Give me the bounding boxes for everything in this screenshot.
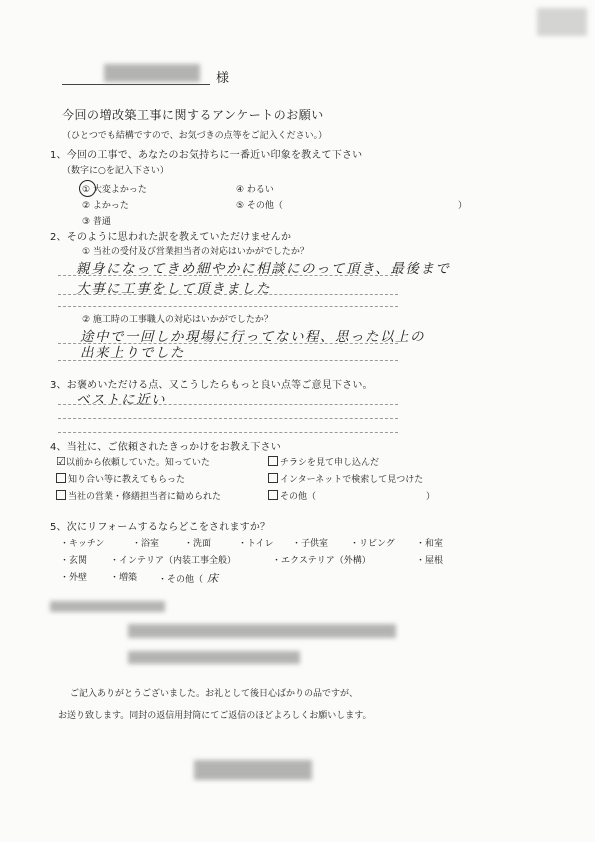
q2-answer2-line2: 出来上りでした <box>80 345 185 361</box>
q1-option-2[interactable]: ② よかった <box>82 201 129 211</box>
q4-option-2[interactable]: 知り合い等に教えてもらった <box>56 472 185 485</box>
checkbox-icon <box>268 456 278 466</box>
q5-item-bath[interactable]: ・浴室 <box>132 539 160 549</box>
q1-option-4[interactable]: ④ わるい <box>236 185 274 195</box>
q5-item-exterior[interactable]: ・エクステリア（外構） <box>272 556 371 566</box>
q1-option-5-close: ） <box>458 201 468 211</box>
q1-question: 1、今回の工事で、あなたのお気持ちに一番近い印象を教えて下さい <box>50 150 363 161</box>
q5-item-living[interactable]: ・リビング <box>350 539 395 549</box>
q4-option-5[interactable]: インターネットで検索して見つけた <box>268 472 423 485</box>
q5-item-japanese-room[interactable]: ・和室 <box>416 539 444 549</box>
q4-option-1[interactable]: ☑以前から依頼していた。知っていた <box>56 455 210 468</box>
q3-answer: ベストに近い <box>76 392 166 408</box>
q1-option-3[interactable]: ③ 普通 <box>82 217 111 227</box>
answer-line <box>58 418 398 419</box>
q5-item-outer-wall[interactable]: ・外壁 <box>60 573 88 583</box>
checkbox-icon <box>268 490 278 500</box>
q5-item-kids-room[interactable]: ・子供室 <box>292 539 329 549</box>
honorific: 様 <box>216 71 230 86</box>
q5-question: 5、次にリフォームするならどこをされますか？ <box>50 522 271 533</box>
selected-circle-mark <box>79 180 96 197</box>
q5-item-toilet[interactable]: ・トイレ <box>238 539 274 549</box>
checkbox-icon <box>56 473 66 483</box>
q2-question: 2、そのように思われた訳を教えていただけませんか <box>50 232 292 243</box>
q3-question: 3、お褒めいただける点、又こうしたらもっと良い点等ご意見下さい。 <box>50 380 373 391</box>
q2-sub1: ① 当社の受付及び営業担当者の対応はいかがでしたか？ <box>82 247 309 257</box>
q2-answer2-line1: 途中で一回しか現場に行ってない程、思った以上の <box>80 329 425 345</box>
q4-option-3[interactable]: 当社の営業・修繕担当者に勧められた <box>56 489 221 502</box>
page-title: 今回の増改築工事に関するアンケートのお願い <box>62 108 324 122</box>
footer-line1: ご記入ありがとうございました。お礼として後日心ばかりの品ですが、 <box>70 689 359 699</box>
q2-answer1-line2: 大事に工事をして頂きました <box>76 281 271 297</box>
checked-box-icon: ☑ <box>56 455 66 468</box>
q1-option-1[interactable]: ① 大変よかった <box>82 182 147 195</box>
redacted-heading <box>50 601 165 612</box>
answer-line <box>58 432 398 433</box>
title-note: （ひとつでも結構ですので、お気づきの点等をご記入ください。） <box>62 131 328 141</box>
q5-item-entrance[interactable]: ・玄関 <box>60 556 88 566</box>
checkbox-icon <box>268 473 278 483</box>
q5-item-extension[interactable]: ・増築 <box>110 573 138 583</box>
redacted-address-line2 <box>128 651 300 664</box>
redacted-date <box>194 760 312 780</box>
checkbox-icon <box>56 490 66 500</box>
answer-line <box>58 360 398 361</box>
q4-option-6-close: ） <box>426 492 436 502</box>
q5-item-other[interactable]: ・その他（ 床 <box>158 572 220 585</box>
footer-line2: お送り致します。同封の返信用封筒にてご返信のほどよろしくお願いします。 <box>58 711 372 721</box>
redacted-address-line1 <box>128 624 396 638</box>
redacted-corner-mark <box>537 8 587 36</box>
q5-item-kitchen[interactable]: ・キッチン <box>60 539 105 549</box>
q1-instruction: （数字に○を記入下さい） <box>62 166 169 176</box>
q4-option-6[interactable]: その他（ <box>268 489 316 502</box>
q4-option-4[interactable]: チラシを見て申し込んだ <box>268 455 379 468</box>
q5-item-interior[interactable]: ・インテリア（内装工事全般） <box>110 556 237 566</box>
q1-option-5[interactable]: ⑤ その他（ <box>236 201 283 211</box>
answer-line <box>58 275 398 276</box>
answer-line <box>58 294 398 295</box>
answer-line <box>58 306 398 307</box>
q2-answer1-line1: 親身になってきめ細やかに相談にのって頂き、最後まで <box>76 261 451 277</box>
name-underline <box>62 84 210 85</box>
q5-item-roof[interactable]: ・屋根 <box>416 556 444 566</box>
answer-line <box>58 404 398 405</box>
redacted-name <box>104 64 200 82</box>
q5-item-washroom[interactable]: ・洗面 <box>184 539 212 549</box>
q5-other-answer: 床 <box>207 572 220 585</box>
q2-sub2: ② 施工時の工事職人の対応はいかがでしたか？ <box>82 315 273 325</box>
q4-question: 4、当社に、ご依頼されたきっかけをお教え下さい <box>50 442 281 453</box>
